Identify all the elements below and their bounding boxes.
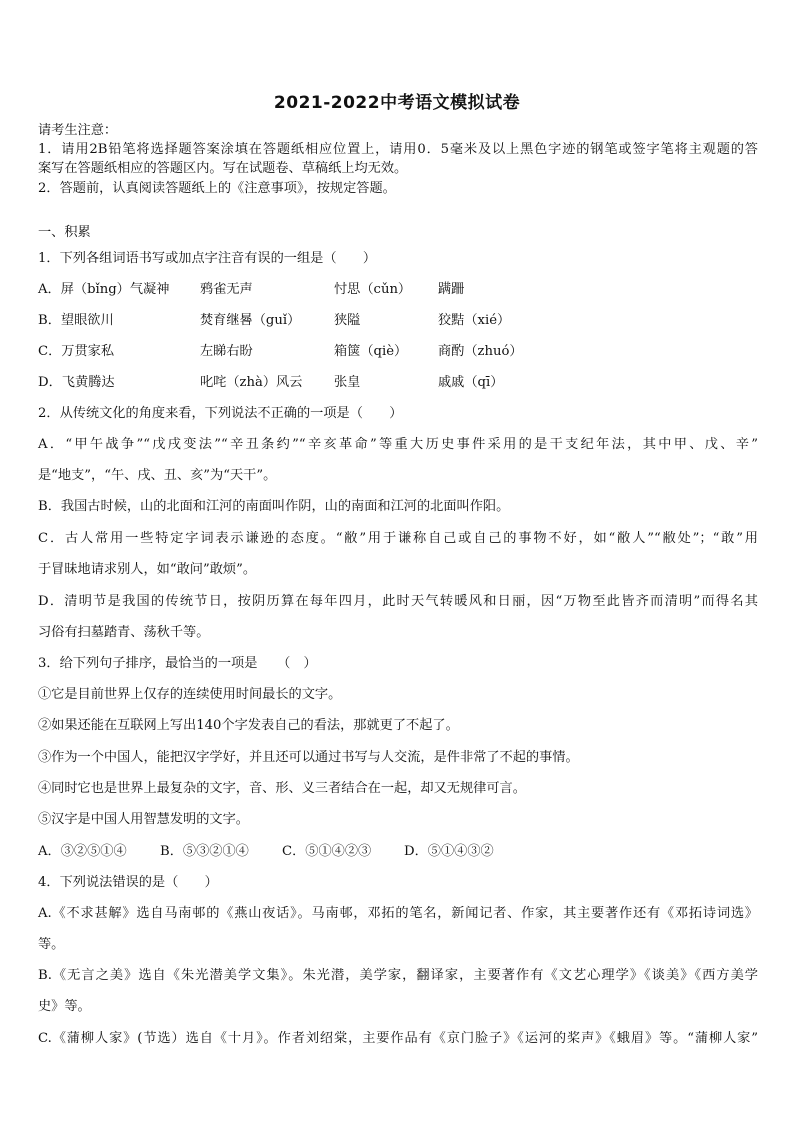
q2-option-d-line1: D．清明节是我国的传统节日，按阴历算在每年四月，此时天气转暖风和日丽，因“万物至此皆齐而清明”而得名其 xyxy=(38,594,758,609)
q1-stem: 1．下列各组词语书写或加点字注音有误的一组是（ ） xyxy=(38,251,377,266)
q4-option-c-line1: C.《蒲柳人家》(节选）选自《十月》。作者刘绍棠，主要作品有《京门脸子》《运河的桨声》《蛾眉》等。“蒲柳人家” xyxy=(38,1031,758,1046)
q1-c-word4: 商酌（zhuó） xyxy=(438,344,523,359)
q2-option-c-line2: 于冒昧地请求别人，如“敢问”敢烦”。 xyxy=(38,562,257,577)
q1-a-word2: 鸦雀无声 xyxy=(200,282,253,297)
notice-heading: 请考生注意： xyxy=(38,123,118,138)
q1-c-word3: 箱箧（qiè） xyxy=(334,344,408,359)
q2-option-b: B．我国古时候，山的北面和江河的南面叫作阴，山的南面和江河的北面叫作阳。 xyxy=(38,499,510,514)
q2-stem: 2．从传统文化的角度来看，下列说法不正确的一项是（ ） xyxy=(38,406,403,421)
q4-option-a-line1: A.《不求甚解》选自马南邨的《燕山夜话》。马南邨，邓拓的笔名，新闻记者、作家，其主要著作还有《邓拓诗词选》 xyxy=(38,906,758,921)
q1-a-word3: 忖思（cǔn） xyxy=(334,282,412,297)
q3-sentence-4: ④同时它也是世界上最复杂的文字，音、形、义三者结合在一起，却又无规律可言。 xyxy=(38,781,526,796)
q3-option-d: D．⑤①④③② xyxy=(404,844,494,859)
section-heading: 一、积累 xyxy=(38,225,91,240)
q1-a-word4: 蹒跚 xyxy=(438,282,465,297)
notice-line-1b: 案写在答题纸相应的答题区内。写在试题卷、草稿纸上均无效。 xyxy=(38,161,408,176)
q1-c-word2: 左睇右盼 xyxy=(200,344,253,359)
q3-option-c: C．⑤①④②③ xyxy=(282,844,372,859)
q2-option-a-line1: A．“甲午战争”“戊戌变法”“辛丑条约”“辛亥革命”等重大历史事件采用的是干支纪年法，其中甲、戊、辛” xyxy=(38,437,758,452)
q1-d-word1: D．飞黄腾达 xyxy=(38,375,115,390)
q1-b-word4: 狡黠（xié） xyxy=(438,313,511,328)
notice-line-2: 2．答题前，认真阅读答题纸上的《注意事项》，按规定答题。 xyxy=(38,181,396,196)
q4-stem: 4．下列说法错误的是（ ） xyxy=(38,875,218,890)
q1-b-word1: B．望眼欲川 xyxy=(38,313,114,328)
q1-d-word2: 叱咤（zhà）风云 xyxy=(200,375,303,390)
q3-stem: 3．给下列句子排序，最恰当的一项是 （ ） xyxy=(38,656,317,671)
q4-option-b-line2: 史》等。 xyxy=(38,999,91,1014)
q3-sentence-1: ①它是目前世界上仅存的连续使用时间最长的文字。 xyxy=(38,687,342,702)
page-title: 2021-2022中考语文模拟试卷 xyxy=(273,93,521,113)
q1-b-word3: 狭隘 xyxy=(334,313,361,328)
q3-sentence-2: ②如果还能在互联网上写出140个字发表自己的看法，那就更了不起了。 xyxy=(38,718,459,733)
q3-sentence-5: ⑤汉字是中国人用智慧发明的文字。 xyxy=(38,812,249,827)
q2-option-d-line2: 习俗有扫墓踏青、荡秋千等。 xyxy=(38,625,210,640)
q1-d-word4: 戚戚（qī） xyxy=(438,375,504,390)
q1-c-word1: C．万贯家私 xyxy=(38,344,115,359)
notice-line-1a: 1．请用2B铅笔将选择题答案涂填在答题纸相应位置上，请用0．5毫米及以上黑色字迹的钢笔或签字笔将主观题的答 xyxy=(38,142,758,157)
q1-b-word2: 焚育继晷（guǐ） xyxy=(200,313,301,328)
q3-option-b: B．⑤③②①④ xyxy=(160,844,249,859)
q3-option-a: A．③②⑤①④ xyxy=(38,844,127,859)
q2-option-c-line1: C．古人常用一些特定字词表示谦逊的态度。“敝”用于谦称自己或自己的事物不好，如“敝人”“敝处”；“敢”用 xyxy=(38,531,758,546)
q1-d-word3: 张皇 xyxy=(334,375,361,390)
q4-option-a-line2: 等。 xyxy=(38,937,65,952)
q3-sentence-3: ③作为一个中国人，能把汉字学好，并且还可以通过书写与人交流，是件非常了不起的事情。 xyxy=(38,750,579,765)
q2-option-a-line2: 是“地支”，“午、戌、丑、亥”为“天干”。 xyxy=(38,468,277,483)
q4-option-b-line1: B.《无言之美》选自《朱光潜美学文集》。朱光潜，美学家，翻译家，主要著作有《文艺心理学》《谈美》《西方美学 xyxy=(38,968,758,983)
q1-a-word1: A．屏（bǐng）气凝神 xyxy=(38,282,170,297)
